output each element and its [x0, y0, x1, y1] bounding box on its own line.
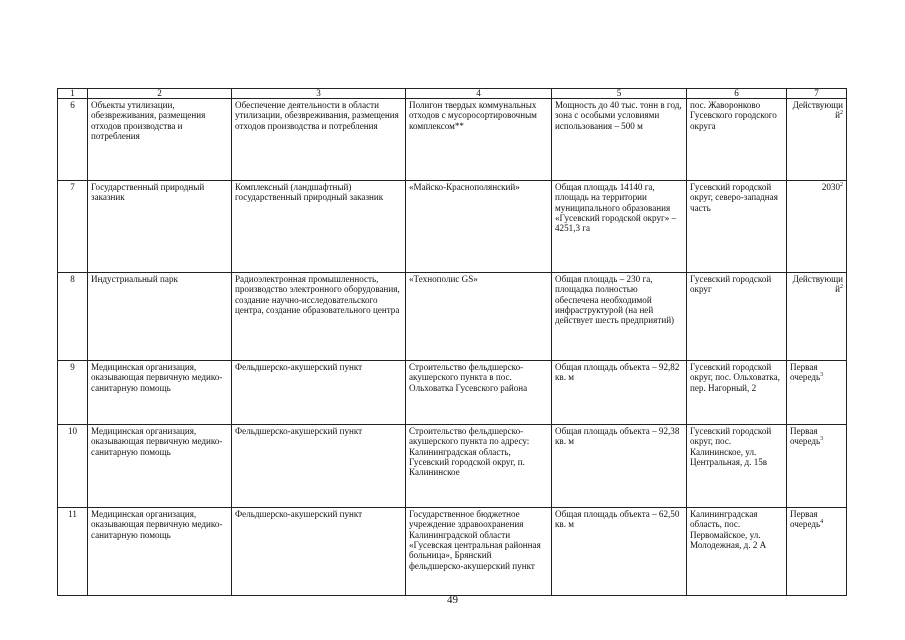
row-number: 8: [58, 273, 88, 361]
table-row: [58, 273, 847, 361]
object-status: [787, 273, 847, 361]
status-text: Первая очередь: [790, 362, 821, 383]
object-name: Полигон твердых коммунальных отходов с мусоросортировочным комплексом**: [406, 99, 552, 181]
object-name: Строительство фельдшерско-акушерского пункта по адресу: Калининградская область, Гусевский городской округ, п. Калининское: [406, 425, 552, 508]
status-text: Действующий: [792, 100, 843, 121]
object-capacity: Общая площадь объекта – 92,82 кв. м: [552, 361, 687, 425]
header-col-6: 6: [687, 89, 787, 99]
status-text: 2030: [821, 182, 840, 192]
footnote-marker: 4: [820, 519, 824, 526]
object-name: «Майско-Краснополянский»: [406, 181, 552, 273]
object-capacity: Мощность до 40 тыс. тонн в год, зона с особыми условиями использования – 500 м: [552, 99, 687, 181]
object-purpose: Радиоэлектронная промышленность, производство электронного оборудования, создание научно-исследовательского центра, создание образовательного центра: [232, 273, 406, 361]
object-purpose: Фельдшерско-акушерский пункт: [232, 508, 406, 596]
header-col-5: 5: [552, 89, 687, 99]
header-col-2: 2: [88, 89, 232, 99]
footnote-marker: 2: [840, 110, 843, 117]
object-type: Индустриальный парк: [88, 273, 232, 361]
object-name: Строительство фельдшерско-акушерского пункта в пос. Ольховатка Гусевского района: [406, 361, 552, 425]
object-location: Гусевский городской округ: [687, 273, 787, 361]
header-col-1: 1: [58, 89, 88, 99]
object-type: Медицинская организация, оказывающая первичную медико-санитарную помощь: [88, 508, 232, 596]
object-type: Государственный природный заказник: [88, 181, 232, 273]
table-row: [58, 425, 847, 508]
row-number: 10: [58, 425, 88, 508]
object-name: «Технополис GS»: [406, 273, 552, 361]
header-col-4: 4: [406, 89, 552, 99]
status-text: Первая очередь: [790, 509, 821, 530]
object-capacity: Общая площадь – 230 га, площадка полностью обеспечена необходимой инфраструктурой (на ней действует шесть предприятий): [552, 273, 687, 361]
row-number: 11: [58, 508, 88, 596]
object-location: Гусевский городской округ, пос. Калининское, ул. Центральная, д. 15в: [687, 425, 787, 508]
footnote-marker: 3: [820, 372, 824, 379]
object-capacity: Общая площадь 14140 га, площадь на территории муниципального образования «Гусевский городской округ» – 4251,3 га: [552, 181, 687, 273]
object-type: Объекты утилизации, обезвреживания, размещения отходов производства и потребления: [88, 99, 232, 181]
status-text: Первая очередь: [790, 426, 821, 447]
objects-table: [57, 88, 847, 596]
object-purpose: Обеспечение деятельности в области утилизации, обезвреживания, размещения отходов производства и потребления: [232, 99, 406, 181]
object-location: Калининградская область, пос. Первомайское, ул. Молодежная, д. 2 А: [687, 508, 787, 596]
object-purpose: Фельдшерско-акушерский пункт: [232, 425, 406, 508]
header-col-7: 7: [787, 89, 847, 99]
object-purpose: Комплексный (ландшафтный) государственный природный заказник: [232, 181, 406, 273]
header-col-3: 3: [232, 89, 406, 99]
object-location: Гусевский городской округ, пос. Ольховатка, пер. Нагорный, 2: [687, 361, 787, 425]
status-text: Действующий: [792, 274, 843, 295]
header-row: [58, 89, 847, 99]
object-status: [787, 508, 847, 596]
table-row: [58, 361, 847, 425]
row-number: 6: [58, 99, 88, 181]
footnote-marker: 3: [820, 436, 824, 443]
object-capacity: Общая площадь объекта – 92,38 кв. м: [552, 425, 687, 508]
object-location: пос. Жаворонково Гусевского городского округа: [687, 99, 787, 181]
row-number: 7: [58, 181, 88, 273]
object-status: [787, 99, 847, 181]
object-status: [787, 181, 847, 273]
footnote-marker: 2: [840, 284, 843, 291]
footnote-marker: 2: [840, 181, 843, 188]
row-number: 9: [58, 361, 88, 425]
page-number: 49: [447, 594, 458, 606]
table-row: [58, 508, 847, 596]
table-row: [58, 181, 847, 273]
object-status: [787, 425, 847, 508]
object-status: [787, 361, 847, 425]
object-type: Медицинская организация, оказывающая первичную медико-санитарную помощь: [88, 361, 232, 425]
object-capacity: Общая площадь объекта – 62,50 кв. м: [552, 508, 687, 596]
object-type: Медицинская организация, оказывающая первичную медико-санитарную помощь: [88, 425, 232, 508]
object-location: Гусевский городской округ, северо-западная часть: [687, 181, 787, 273]
object-purpose: Фельдшерско-акушерский пункт: [232, 361, 406, 425]
table-row: [58, 99, 847, 181]
object-name: Государственное бюджетное учреждение здравоохранения Калининградской области «Гусевская центральная районная больница», Брянский фельдшерско-акушерский пункт: [406, 508, 552, 596]
